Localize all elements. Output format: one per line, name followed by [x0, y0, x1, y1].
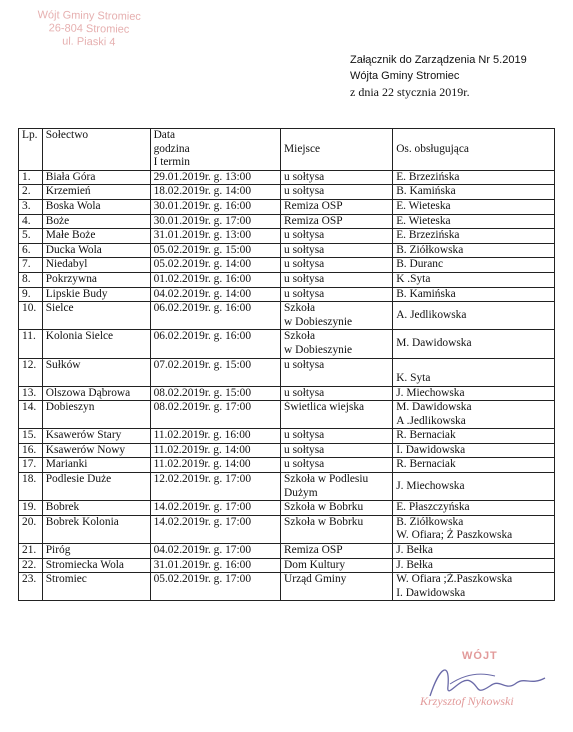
cell-solectwo-line-1: Pokrzywna — [45, 272, 97, 285]
cell-solectwo — [42, 501, 150, 516]
cell-solectwo — [42, 386, 150, 401]
cell-data — [150, 386, 280, 401]
cell-lp-line-1: 5. — [22, 229, 31, 242]
cell-miejsce — [281, 287, 393, 302]
cell-miejsce — [281, 358, 393, 386]
cell-miejsce — [281, 243, 393, 258]
cell-data — [150, 170, 280, 185]
cell-miejsce — [281, 214, 393, 229]
cell-solectwo — [42, 330, 150, 358]
cell-data — [150, 287, 280, 302]
cell-miejsce — [281, 401, 393, 429]
cell-lp-line-1: 17. — [22, 458, 37, 471]
signature-name: Krzysztof Nykowski — [420, 694, 514, 708]
table-row — [19, 229, 555, 244]
cell-data-line-1: 05.02.2019r. g. 14:00 — [153, 258, 252, 271]
cell-miejsce — [281, 443, 393, 458]
cell-os — [393, 401, 555, 429]
cell-lp — [19, 558, 43, 573]
cell-miejsce — [281, 558, 393, 573]
table-row — [19, 544, 555, 559]
cell-miejsce — [281, 501, 393, 516]
cell-os-line-1: E. Płaszczyńska — [396, 501, 470, 514]
cell-data-line-1: 04.02.2019r. g. 14:00 — [153, 287, 252, 300]
cell-solectwo-line-1: Bobrek — [45, 501, 80, 514]
cell-solectwo-line-1: Stromiecka Wola — [45, 558, 124, 571]
cell-lp — [19, 458, 43, 473]
table-row — [19, 287, 555, 302]
cell-solectwo-line-1: Sielce — [45, 302, 74, 315]
table-row — [19, 243, 555, 258]
cell-miejsce-line-1: u sołtysa — [284, 429, 325, 442]
cell-solectwo-line-1: Olszowa Dąbrowa — [45, 386, 131, 399]
cell-miejsce-line-1: Szkoła — [284, 330, 316, 343]
cell-solectwo — [42, 214, 150, 229]
cell-solectwo — [42, 272, 150, 287]
cell-miejsce-line-1: Dom Kultury — [284, 558, 346, 571]
cell-os — [393, 358, 555, 386]
cell-miejsce — [281, 199, 393, 214]
table-row — [19, 272, 555, 287]
cell-os — [393, 185, 555, 200]
table-row — [19, 386, 555, 401]
cell-miejsce-line-1: Świetlica wiejska — [284, 401, 365, 414]
header-data-line-1: Data — [153, 129, 176, 141]
cell-solectwo-line-1: Kolonia Sielce — [45, 330, 114, 343]
cell-lp — [19, 185, 43, 200]
cell-lp — [19, 229, 43, 244]
cell-data — [150, 330, 280, 358]
cell-solectwo — [42, 429, 150, 444]
cell-os-line-1: M. Dawidowska — [396, 337, 472, 350]
stamp-line-3: ul. Piaski 4 — [62, 35, 116, 49]
cell-data-line-1: 06.02.2019r. g. 16:00 — [153, 302, 252, 315]
cell-solectwo — [42, 229, 150, 244]
cell-os-line-2: W. Ofiara; Ż Paszkowska — [396, 529, 513, 542]
cell-os — [393, 501, 555, 516]
header-data-line-2: godzina — [153, 142, 190, 155]
cell-os-line-1: J. Bełka — [396, 558, 433, 571]
cell-miejsce — [281, 473, 393, 501]
cell-miejsce-line-2: Dużym — [284, 486, 318, 499]
cell-miejsce-line-1: Szkoła — [284, 302, 316, 315]
cell-data — [150, 302, 280, 330]
cell-miejsce — [281, 573, 393, 601]
cell-miejsce-line-1: u sołtysa — [284, 443, 325, 456]
cell-os-line-1: R. Bernaciak — [396, 458, 456, 471]
cell-solectwo — [42, 573, 150, 601]
cell-lp-line-1: 14. — [22, 401, 37, 414]
cell-lp-line-1: 19. — [22, 501, 37, 514]
cell-solectwo — [42, 401, 150, 429]
cell-data — [150, 501, 280, 516]
table-row — [19, 458, 555, 473]
header-miejsce: Miejsce — [281, 129, 393, 171]
cell-solectwo — [42, 185, 150, 200]
cell-os-line-1: E. Brzezińska — [396, 229, 460, 242]
cell-lp-line-1: 7. — [22, 258, 31, 271]
cell-miejsce-line-1: u sołtysa — [284, 185, 325, 198]
cell-lp-line-1: 15. — [22, 429, 37, 442]
cell-os-line-1: B. Duranc — [396, 258, 444, 271]
cell-data-line-1: 29.01.2019r. g. 13:00 — [153, 170, 252, 183]
cell-solectwo — [42, 458, 150, 473]
cell-miejsce-line-1: Urząd Gminy — [284, 573, 347, 586]
table-row — [19, 199, 555, 214]
cell-solectwo-line-1: Boska Wola — [45, 199, 101, 212]
cell-os-line-1: I. Dawidowska — [396, 443, 466, 456]
cell-lp — [19, 214, 43, 229]
cell-os — [393, 199, 555, 214]
cell-os — [393, 573, 555, 601]
cell-lp-line-1: 10. — [22, 302, 37, 315]
cell-miejsce-line-1: Remiza OSP — [284, 214, 343, 227]
cell-miejsce-line-1: u sołtysa — [284, 170, 325, 183]
cell-data-line-1: 14.02.2019r. g. 17:00 — [153, 515, 252, 528]
cell-data — [150, 401, 280, 429]
cell-miejsce-line-1: Szkoła w Bobrku — [284, 515, 364, 528]
cell-os — [393, 214, 555, 229]
cell-os — [393, 272, 555, 287]
cell-lp — [19, 429, 43, 444]
cell-os-line-1: J. Miechowska — [396, 386, 465, 399]
cell-miejsce — [281, 229, 393, 244]
table-row — [19, 558, 555, 573]
cell-data — [150, 544, 280, 559]
cell-os — [393, 473, 555, 501]
signature-title: WÓJT — [462, 650, 498, 662]
cell-os-line-1: B. Ziółkowska — [396, 515, 464, 528]
cell-solectwo-line-1: Biała Góra — [45, 170, 96, 183]
cell-lp — [19, 287, 43, 302]
cell-data — [150, 429, 280, 444]
cell-os — [393, 458, 555, 473]
cell-solectwo-line-1: Małe Boże — [45, 229, 96, 242]
cell-os — [393, 243, 555, 258]
cell-os — [393, 558, 555, 573]
cell-solectwo — [42, 544, 150, 559]
cell-lp-line-1: 6. — [22, 243, 31, 256]
cell-lp-line-1: 22. — [22, 558, 37, 571]
cell-solectwo — [42, 473, 150, 501]
table-row — [19, 214, 555, 229]
cell-miejsce — [281, 272, 393, 287]
cell-miejsce-line-1: u sołtysa — [284, 243, 325, 256]
cell-data — [150, 229, 280, 244]
cell-data — [150, 199, 280, 214]
cell-data — [150, 214, 280, 229]
cell-solectwo-line-1: Krzemień — [45, 185, 91, 198]
cell-miejsce-line-1: u sołtysa — [284, 272, 325, 285]
cell-miejsce-line-1: u sołtysa — [284, 258, 325, 271]
cell-lp-line-1: 8. — [22, 272, 31, 285]
cell-os-line-2: I. Dawidowska — [396, 586, 466, 599]
cell-data-line-1: 11.02.2019r. g. 14:00 — [153, 458, 251, 471]
cell-data-line-1: 18.02.2019r. g. 14:00 — [153, 185, 252, 198]
cell-os-line-1: B. Kamińska — [396, 185, 456, 198]
signature-block — [420, 650, 560, 720]
cell-solectwo — [42, 358, 150, 386]
table-row — [19, 573, 555, 601]
cell-lp — [19, 302, 43, 330]
cell-data — [150, 515, 280, 543]
cell-lp-line-1: 1. — [22, 170, 31, 183]
table-row — [19, 258, 555, 273]
cell-data-line-1: 14.02.2019r. g. 17:00 — [153, 501, 252, 514]
header-lp: Lp. — [19, 129, 43, 171]
cell-miejsce-line-1: u sołtysa — [284, 229, 325, 242]
cell-solectwo-line-1: Dobieszyn — [45, 401, 95, 414]
cell-data-line-1: 31.01.2019r. g. 13:00 — [153, 229, 252, 242]
cell-data — [150, 358, 280, 386]
cell-data-line-1: 12.02.2019r. g. 17:00 — [153, 473, 252, 486]
stamp-line-1: Wójt Gminy Stromiec — [37, 9, 141, 23]
cell-data-line-1: 11.02.2019r. g. 14:00 — [153, 443, 251, 456]
cell-data-line-1: 07.02.2019r. g. 15:00 — [153, 358, 252, 371]
cell-os-line-1: B. Ziółkowska — [396, 243, 464, 256]
cell-os-line-1: M. Dawidowska — [396, 401, 472, 414]
table-row — [19, 443, 555, 458]
cell-lp — [19, 330, 43, 358]
cell-data — [150, 272, 280, 287]
cell-solectwo-line-1: Lipskie Budy — [45, 287, 108, 300]
cell-os — [393, 386, 555, 401]
cell-os-line-1: B. Kamińska — [396, 287, 456, 300]
cell-lp — [19, 199, 43, 214]
cell-os — [393, 544, 555, 559]
cell-solectwo-line-1: Podlesie Duże — [45, 473, 112, 486]
cell-data — [150, 458, 280, 473]
cell-solectwo — [42, 243, 150, 258]
cell-data-line-1: 04.02.2019r. g. 17:00 — [153, 544, 252, 557]
cell-lp-line-1: 23. — [22, 573, 37, 586]
header-line-1: Załącznik do Zarządzenia Nr 5.2019 — [350, 54, 527, 66]
cell-os-line-1: R. Bernaciak — [396, 429, 456, 442]
cell-os-line-1: E. Brzezińska — [396, 170, 460, 183]
cell-data — [150, 473, 280, 501]
cell-data-line-1: 01.02.2019r. g. 16:00 — [153, 272, 252, 285]
table-row — [19, 429, 555, 444]
cell-solectwo — [42, 558, 150, 573]
table-row — [19, 302, 555, 330]
cell-lp — [19, 544, 43, 559]
cell-solectwo — [42, 443, 150, 458]
header-data-line-3: I termin — [153, 156, 190, 169]
table-row — [19, 330, 555, 358]
cell-solectwo — [42, 199, 150, 214]
cell-data — [150, 558, 280, 573]
header-solectwo: Sołectwo — [42, 129, 150, 171]
cell-lp — [19, 443, 43, 458]
cell-lp-line-1: 4. — [22, 214, 31, 227]
cell-miejsce-line-2: w Dobieszynie — [284, 343, 353, 356]
cell-data — [150, 443, 280, 458]
cell-lp-line-1: 9. — [22, 287, 31, 300]
cell-data-line-1: 31.01.2019r. g. 16:00 — [153, 558, 252, 571]
header-os: Os. obsługująca — [393, 129, 555, 171]
table-row — [19, 401, 555, 429]
cell-miejsce-line-1: u sołtysa — [284, 287, 325, 300]
cell-miejsce — [281, 429, 393, 444]
cell-miejsce — [281, 258, 393, 273]
header-line-3: z dnia 22 stycznia 2019r. — [350, 85, 470, 99]
cell-lp-line-1: 18. — [22, 473, 37, 486]
cell-miejsce — [281, 386, 393, 401]
cell-lp-line-1: 3. — [22, 199, 31, 212]
header-data — [150, 129, 280, 171]
cell-data-line-1: 08.02.2019r. g. 17:00 — [153, 401, 252, 414]
cell-miejsce-line-1: u sołtysa — [284, 458, 325, 471]
cell-solectwo-line-1: Ksawerów Stary — [45, 429, 122, 442]
cell-data-line-1: 05.02.2019r. g. 15:00 — [153, 243, 252, 256]
header-line-2: Wójta Gminy Stromiec — [350, 70, 460, 82]
cell-miejsce-line-1: u sołtysa — [284, 358, 325, 371]
cell-os-line-1: J. Miechowska — [396, 479, 465, 492]
cell-os — [393, 429, 555, 444]
cell-lp — [19, 258, 43, 273]
cell-os-line-1: E. Wieteska — [396, 199, 451, 212]
table-row — [19, 170, 555, 185]
cell-lp — [19, 243, 43, 258]
cell-os-line-1: A. Jedlikowska — [396, 308, 467, 321]
cell-os-line-1: K. Syta — [396, 371, 431, 384]
cell-miejsce-line-2: w Dobieszynie — [284, 315, 353, 328]
cell-data — [150, 258, 280, 273]
table-header-row — [19, 129, 555, 171]
cell-os-line-1: E. Wieteska — [396, 214, 451, 227]
cell-os — [393, 229, 555, 244]
cell-solectwo-line-1: Niedabyl — [45, 258, 88, 271]
office-stamp — [14, 9, 165, 51]
cell-lp-line-1: 2. — [22, 185, 31, 198]
cell-os — [393, 330, 555, 358]
cell-solectwo-line-1: Ksawerów Nowy — [45, 443, 126, 456]
cell-miejsce — [281, 515, 393, 543]
cell-lp — [19, 515, 43, 543]
cell-solectwo-line-1: Ducka Wola — [45, 243, 102, 256]
cell-os-line-1: W. Ofiara ;Ż.Paszkowska — [396, 573, 513, 586]
cell-lp — [19, 573, 43, 601]
cell-solectwo-line-1: Sułków — [45, 358, 81, 371]
cell-lp-line-1: 20. — [22, 515, 37, 528]
cell-os-line-1: J. Bełka — [396, 544, 433, 557]
cell-lp — [19, 401, 43, 429]
cell-solectwo-line-1: Bobrek Kolonia — [45, 515, 119, 528]
cell-os — [393, 287, 555, 302]
cell-data-line-1: 30.01.2019r. g. 16:00 — [153, 199, 252, 212]
cell-os — [393, 170, 555, 185]
cell-miejsce-line-1: Remiza OSP — [284, 544, 343, 557]
table-row — [19, 501, 555, 516]
cell-solectwo — [42, 170, 150, 185]
cell-solectwo-line-1: Piróg — [45, 544, 71, 557]
cell-miejsce — [281, 302, 393, 330]
cell-os — [393, 302, 555, 330]
cell-data-line-1: 05.02.2019r. g. 17:00 — [153, 573, 252, 586]
cell-lp-line-1: 11. — [22, 330, 36, 343]
cell-solectwo — [42, 287, 150, 302]
cell-lp-line-1: 16. — [22, 443, 37, 456]
cell-lp — [19, 358, 43, 386]
cell-os — [393, 515, 555, 543]
cell-lp — [19, 272, 43, 287]
meeting-schedule-table — [18, 128, 555, 601]
cell-miejsce-line-1: Szkoła w Bobrku — [284, 501, 364, 514]
cell-solectwo — [42, 515, 150, 543]
cell-miejsce — [281, 185, 393, 200]
cell-lp — [19, 386, 43, 401]
cell-solectwo — [42, 258, 150, 273]
table-row — [19, 358, 555, 386]
document-header — [350, 52, 527, 100]
cell-solectwo — [42, 302, 150, 330]
cell-lp — [19, 473, 43, 501]
cell-data-line-1: 06.02.2019r. g. 16:00 — [153, 330, 252, 343]
cell-os-line-2: A .Jedlikowska — [396, 414, 466, 427]
cell-os — [393, 258, 555, 273]
cell-miejsce — [281, 544, 393, 559]
cell-lp-line-1: 21. — [22, 544, 37, 557]
cell-data — [150, 243, 280, 258]
cell-miejsce — [281, 330, 393, 358]
table-row — [19, 515, 555, 543]
cell-data — [150, 185, 280, 200]
stamp-line-2: 26-804 Stromiec — [48, 22, 130, 36]
cell-lp-line-1: 13. — [22, 386, 37, 399]
cell-miejsce — [281, 170, 393, 185]
cell-lp — [19, 501, 43, 516]
cell-data-line-1: 08.02.2019r. g. 15:00 — [153, 386, 252, 399]
cell-solectwo-line-1: Stromiec — [45, 573, 87, 586]
table-row — [19, 473, 555, 501]
cell-miejsce — [281, 458, 393, 473]
cell-miejsce-line-1: u sołtysa — [284, 386, 325, 399]
cell-data — [150, 573, 280, 601]
cell-data-line-1: 11.02.2019r. g. 16:00 — [153, 429, 251, 442]
cell-os-line-1: K .Syta — [396, 272, 431, 285]
cell-data-line-1: 30.01.2019r. g. 17:00 — [153, 214, 252, 227]
cell-miejsce-line-1: Remiza OSP — [284, 199, 343, 212]
cell-miejsce-line-1: Szkoła w Podlesiu — [284, 473, 369, 486]
cell-lp — [19, 170, 43, 185]
cell-solectwo-line-1: Marianki — [45, 458, 88, 471]
cell-solectwo-line-1: Boże — [45, 214, 70, 227]
cell-os — [393, 443, 555, 458]
table-row — [19, 185, 555, 200]
cell-lp-line-1: 12. — [22, 358, 37, 371]
